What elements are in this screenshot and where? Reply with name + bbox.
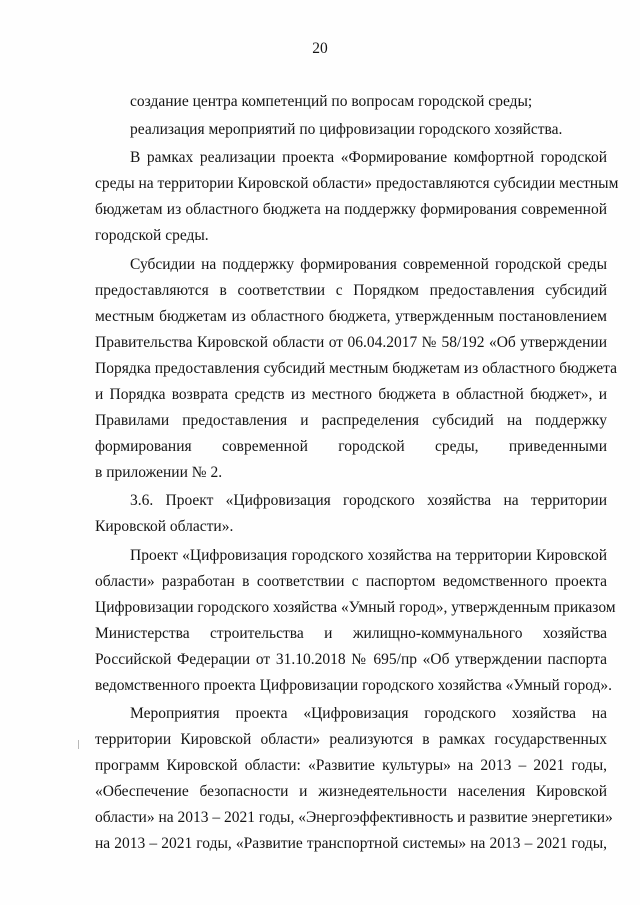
- text-line: реализация мероприятий по цифровизации городского хозяйства.: [130, 121, 563, 138]
- text-line: «Обеспечение безопасности и жизнедеятельности населения Кировской: [95, 783, 607, 800]
- text-line: местным бюджетам из областного бюджета, утвержденным постановлением: [95, 308, 607, 325]
- text-line: Порядка предоставления субсидий местным бюджетам из областного бюджета: [95, 360, 618, 377]
- text-line: формирования современной городской среды, приведенными: [95, 438, 607, 455]
- page-number: 20: [312, 40, 328, 57]
- text-line: в приложении № 2.: [95, 464, 223, 481]
- text-line: Проект «Цифровизация городского хозяйства на территории Кировской: [130, 547, 607, 564]
- text-line: Министерства строительства и жилищно-коммунального хозяйства: [95, 625, 607, 642]
- text-line: территории Кировской области» реализуются в рамках государственных: [95, 731, 607, 748]
- text-line: Правилами предоставления и распределения субсидий на поддержку: [95, 412, 607, 429]
- text-line: среды на территории Кировской области» предоставляются субсидии местным: [95, 175, 619, 192]
- text-line: предоставляются в соответствии с Порядком предоставления субсидий: [95, 282, 607, 299]
- text-line: бюджетам из областного бюджета на поддержку формирования современной: [95, 201, 607, 218]
- scan-artifact: [78, 740, 79, 749]
- text-line: программ Кировской области: «Развитие культуры» на 2013 – 2021 годы,: [95, 757, 607, 774]
- text-line: области» разработан в соответствии с паспортом ведомственного проекта: [95, 573, 607, 590]
- text-line: и Порядка возврата средств из местного бюджета в областной бюджет», и: [95, 386, 607, 403]
- text-line: Цифровизации городского хозяйства «Умный город», утвержденным приказом: [95, 599, 616, 616]
- text-line: Мероприятия проекта «Цифровизация городского хозяйства на: [130, 705, 607, 722]
- section-heading: 3.6. Проект «Цифровизация городского хозяйства на территории: [130, 492, 607, 509]
- text-line: на 2013 – 2021 годы, «Развитие транспортной системы» на 2013 – 2021 годы,: [95, 835, 607, 852]
- section-heading: Кировской области».: [95, 518, 234, 535]
- text-line: В рамках реализации проекта «Формирование комфортной городской: [130, 149, 607, 166]
- text-line: Субсидии на поддержку формирования современной городской среды: [130, 256, 607, 273]
- text-line: области» на 2013 – 2021 годы, «Энергоэффективность и развитие энергетики»: [95, 809, 613, 826]
- text-line: городской среды.: [95, 227, 209, 244]
- text-line: создание центра компетенций по вопросам городской среды;: [130, 93, 533, 110]
- text-line: ведомственного проекта Цифровизации городского хозяйства «Умный город».: [95, 677, 613, 694]
- text-line: Российской Федерации от 31.10.2018 № 695/пр «Об утверждении паспорта: [95, 651, 607, 668]
- text-line: Правительства Кировской области от 06.04.2017 № 58/192 «Об утверждении: [95, 334, 607, 351]
